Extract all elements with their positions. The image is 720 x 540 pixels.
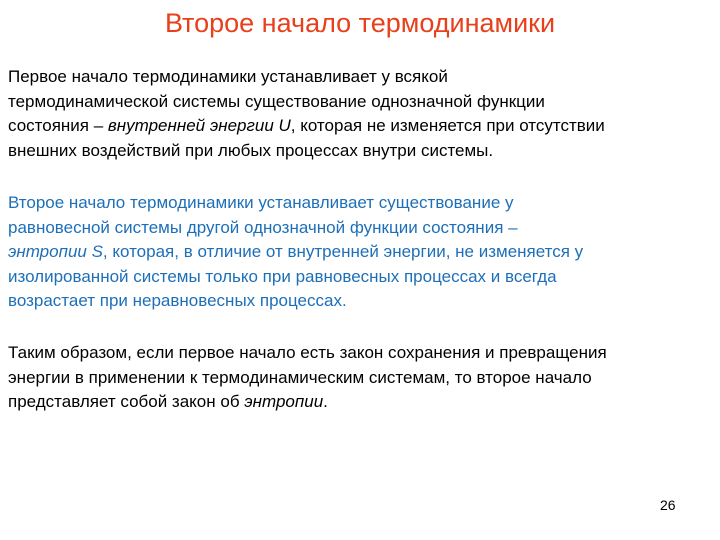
text-run: , которая, в отличие от внутренней энергии, не изменяется у <box>102 242 584 261</box>
paragraph-line: равновесной системы другой однозначной функции состояния – <box>8 217 518 237</box>
internal-energy-term: внутренней энергии U <box>107 116 291 135</box>
slide-title: Второе начало термодинамики <box>164 8 556 38</box>
entropy-term: энтропии S <box>8 242 103 261</box>
paragraph-line <box>8 390 714 415</box>
paragraph-line: внешних воздействий при любых процессах внутри системы. <box>8 140 494 160</box>
text-run: . <box>323 392 328 411</box>
paragraph-second-law <box>8 191 714 314</box>
entropy-term: энтропии <box>244 392 324 411</box>
paragraph-first-law <box>8 65 714 163</box>
paragraph-line: энергии в применении к термодинамическим системам, то второе начало <box>8 367 592 387</box>
paragraph-line: термодинамической системы существование однозначной функции <box>8 91 545 111</box>
paragraph-line: Второе начало термодинамики устанавливает существование у <box>8 193 514 212</box>
paragraph-line: возрастает при неравновесных процессах. <box>8 291 347 310</box>
paragraph-line <box>8 240 714 265</box>
paragraph-line: Первое начало термодинамики устанавливает у всякой <box>8 67 448 86</box>
text-run: , которая не изменяется при отсутствии <box>290 116 605 135</box>
paragraph-line <box>8 114 714 139</box>
text-run: представляет собой закон об <box>8 392 245 411</box>
paragraph-line: изолированной системы только при равновесных процессах и всегда <box>8 266 557 286</box>
paragraph-conclusion <box>8 341 714 415</box>
page-number: 26 <box>660 497 676 513</box>
text-run: состояния – <box>8 116 108 135</box>
paragraph-line: Таким образом, если первое начало есть закон сохранения и превращения <box>8 343 607 362</box>
